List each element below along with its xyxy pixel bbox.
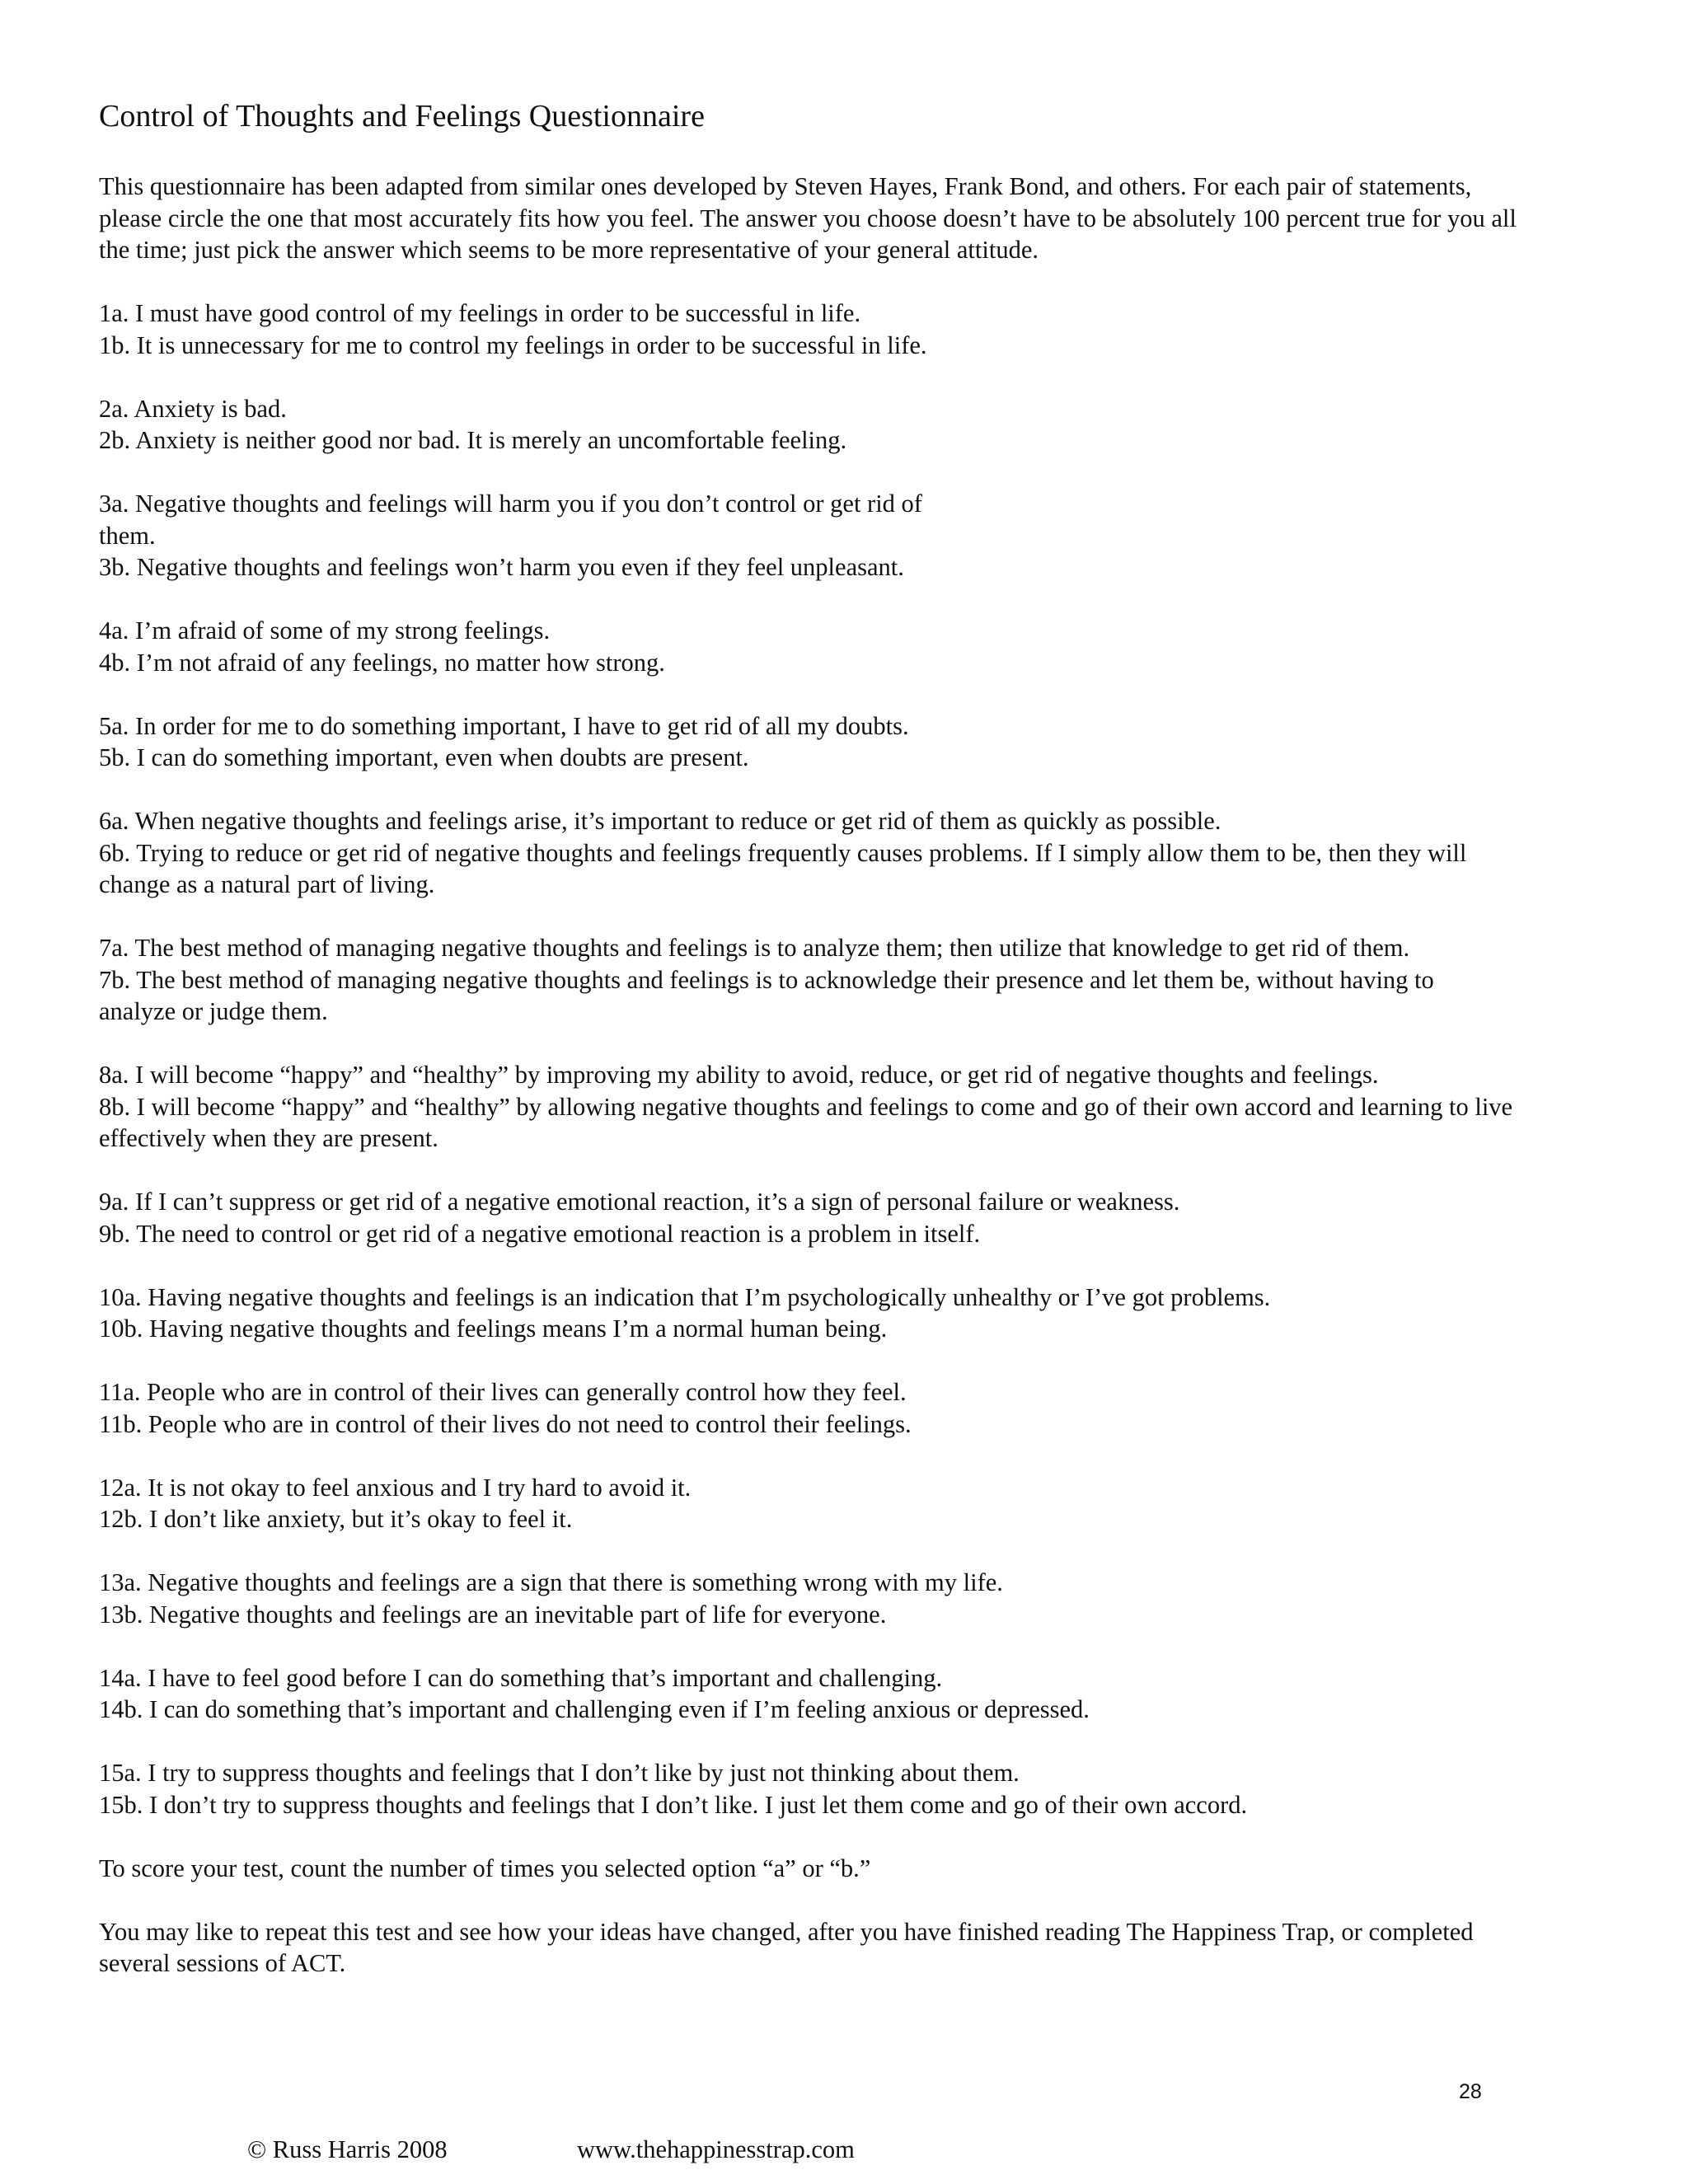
question-4	[99, 615, 1517, 678]
page-title: Control of Thoughts and Feelings Questionnaire	[99, 99, 705, 134]
statement-b: 11b. People who are in control of their lives do not need to control their feelings.	[99, 1409, 912, 1438]
statement-b: 8b. I will become “happy” and “healthy” by allowing negative thoughts and feelings to come and go of their own accord and learning to live effectively when they are present.	[99, 1092, 1513, 1152]
question-5	[99, 710, 1517, 774]
question-6	[99, 805, 1517, 901]
statement-b: 13b. Negative thoughts and feelings are an inevitable part of life for everyone.	[99, 1600, 887, 1629]
statement-b: 15b. I don’t try to suppress thoughts and feelings that I don’t like. I just let them come and go of their own accord.	[99, 1790, 1248, 1819]
statement-b: 2b. Anxiety is neither good nor bad. It is merely an uncomfortable feeling.	[99, 426, 847, 454]
question-13	[99, 1567, 1517, 1630]
question-9	[99, 1186, 1517, 1249]
statement-b: 3b. Negative thoughts and feelings won’t harm you even if they feel unpleasant.	[99, 553, 904, 581]
statement-a: 13a. Negative thoughts and feelings are a sign that there is something wrong with my life.	[99, 1568, 1003, 1596]
question-3	[99, 488, 1517, 583]
question-12	[99, 1472, 1517, 1535]
statement-b: 7b. The best method of managing negative thoughts and feelings is to acknowledge their presence and let them be, without having to analyze or judge them.	[99, 965, 1434, 1025]
page-number: 28	[1459, 2080, 1482, 2103]
question-8	[99, 1059, 1517, 1155]
statement-a: 1a. I must have good control of my feelings in order to be successful in life.	[99, 299, 861, 327]
statement-b: 6b. Trying to reduce or get rid of negative thoughts and feelings frequently causes problems. If I simply allow them to be, then they will change as a natural part of living.	[99, 838, 1467, 898]
question-11	[99, 1376, 1517, 1440]
question-15	[99, 1757, 1517, 1821]
statement-a: 10a. Having negative thoughts and feelings is an indication that I’m psychologically unhealthy or I’ve got problems.	[99, 1282, 1271, 1311]
question-2	[99, 393, 1517, 457]
scoring-instructions: To score your test, count the number of times you selected option “a” or “b.”	[99, 1854, 871, 1882]
statement-b: 12b. I don’t like anxiety, but it’s okay to feel it.	[99, 1505, 573, 1533]
closing-paragraph: You may like to repeat this test and see how your ideas have changed, after you have finished reading The Happiness Trap, or completed several sessions of ACT.	[99, 1917, 1474, 1977]
question-7	[99, 932, 1517, 1028]
footer-copyright: © Russ Harris 2008	[247, 2135, 448, 2163]
question-1	[99, 298, 1517, 361]
statement-a: 7a. The best method of managing negative thoughts and feelings is to analyze them; then utilize that knowledge to get rid of them.	[99, 934, 1410, 962]
statement-b: 14b. I can do something that’s important and challenging even if I’m feeling anxious or depressed.	[99, 1695, 1090, 1723]
statement-a: 5a. In order for me to do something important, I have to get rid of all my doubts.	[99, 711, 909, 740]
statement-b: 10b. Having negative thoughts and feelings means I’m a normal human being.	[99, 1315, 888, 1343]
statement-a: 9a. If I can’t suppress or get rid of a negative emotional reaction, it’s a sign of personal failure or weakness.	[99, 1188, 1180, 1216]
statement-a: 11a. People who are in control of their lives can generally control how they feel.	[99, 1378, 907, 1406]
statement-b: 5b. I can do something important, even when doubts are present.	[99, 743, 749, 771]
statement-b: 4b. I’m not afraid of any feelings, no matter how strong.	[99, 648, 665, 677]
statement-a: 6a. When negative thoughts and feelings arise, it’s important to reduce or get rid of them as quickly as possible.	[99, 807, 1221, 835]
statement-a: 3a. Negative thoughts and feelings will harm you if you don’t control or get rid of them.	[99, 490, 922, 550]
statement-b: 9b. The need to control or get rid of a negative emotional reaction is a problem in itself.	[99, 1219, 981, 1248]
intro-paragraph: This questionnaire has been adapted from similar ones developed by Steven Hayes, Frank Bond, and others. For each pair of statements, please circle the one that most accurately fits how you feel. The answer you choose doesn’t have to be absolutely 100 percent true for you all the time; just pick the answer which seems to be more representative of your general attitude.	[99, 172, 1517, 264]
statement-a: 14a. I have to feel good before I can do something that’s important and challenging.	[99, 1663, 943, 1692]
question-14	[99, 1662, 1517, 1726]
question-10	[99, 1282, 1517, 1345]
statement-a: 12a. It is not okay to feel anxious and I try hard to avoid it.	[99, 1473, 692, 1502]
statement-a: 15a. I try to suppress thoughts and feelings that I don’t like by just not thinking about them.	[99, 1759, 1020, 1787]
statement-a: 4a. I’m afraid of some of my strong feelings.	[99, 616, 551, 644]
document-body	[99, 171, 1517, 2011]
footer-url: www.thehappinesstrap.com	[577, 2135, 855, 2163]
statement-a: 2a. Anxiety is bad.	[99, 394, 287, 423]
statement-b: 1b. It is unnecessary for me to control my feelings in order to be successful in life.	[99, 330, 927, 359]
statement-a: 8a. I will become “happy” and “healthy” by improving my ability to avoid, reduce, or get rid of negative thoughts and feelings.	[99, 1061, 1379, 1089]
